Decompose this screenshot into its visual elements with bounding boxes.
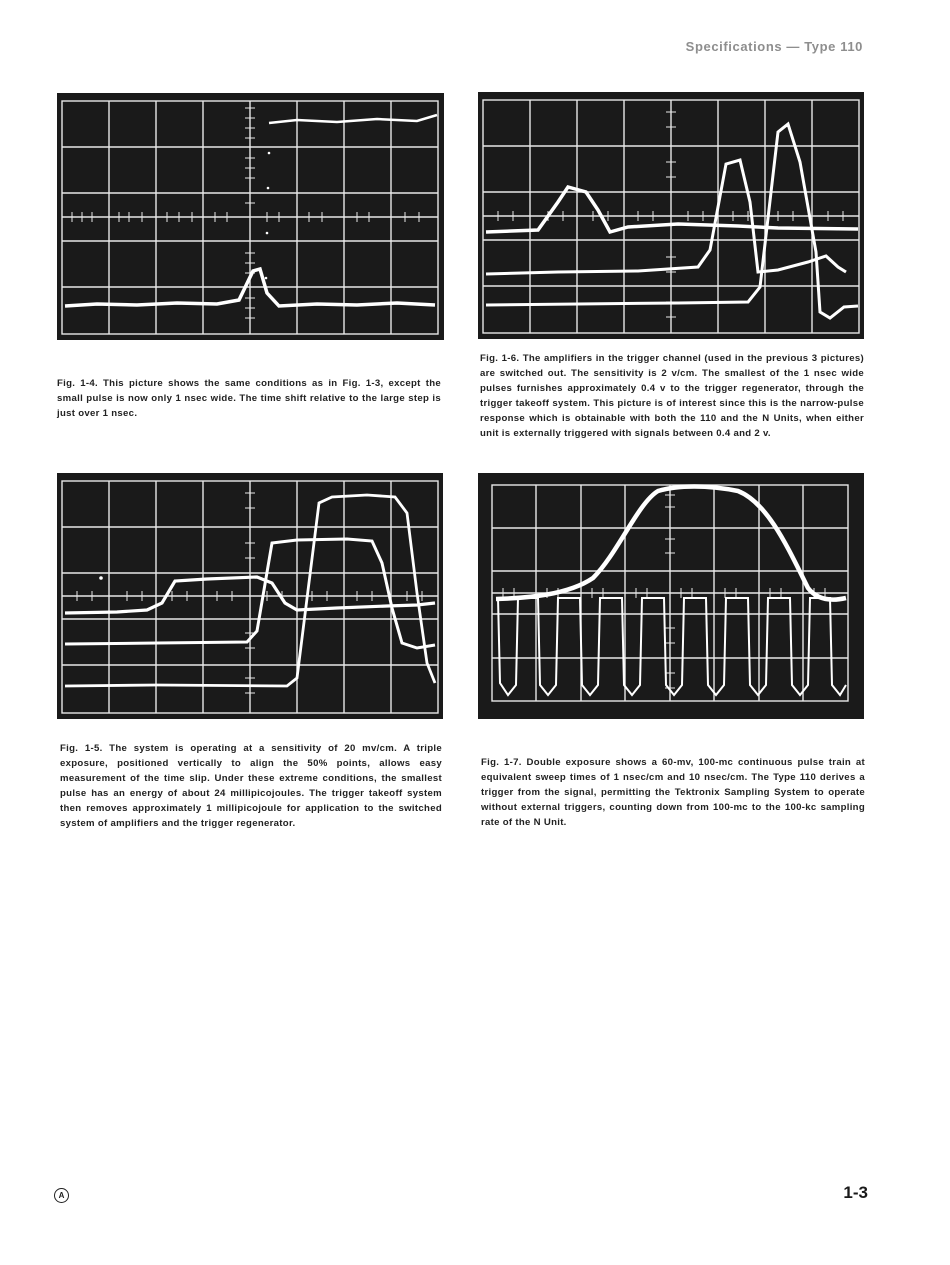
- page-number: 1-3: [843, 1183, 868, 1202]
- running-header: Specifications — Type 110: [685, 39, 863, 54]
- publisher-mark: A: [54, 1188, 69, 1203]
- figure-caption-fig-1-5: Fig. 1-5. The system is operating at a sensitivity of 20 mv/cm. A triple exposure, positioned vertically to align the 50% points, allows easy measurement of the time slip. Under these extreme conditions, the smallest pulse has an energy of about 24 millipicojoules. The trigger takeoff system then removes approximately 1 millipicojoule for application to the switched system of amplifiers and the trigger regenerator.: [60, 743, 442, 829]
- oscilloscope-trace-fig-1-4: [57, 93, 444, 340]
- figure-caption-fig-1-6: Fig. 1-6. The amplifiers in the trigger channel (used in the previous 3 pictures) are switched out. The sensitivity is 2 v/cm. The smallest of the 1 nsec wide pulses furnishes approximately 0.4 v to the trigger regenerator, through the trigger takeoff system. This picture is of interest since this is the narrow-pulse response which is obtainable with both the 110 and the N Units, when either unit is externally triggered with signals between 0.4 and 2 v.: [480, 353, 864, 439]
- figure-caption-fig-1-4: Fig. 1-4. This picture shows the same conditions as in Fig. 1-3, except the small pulse is now only 1 nsec wide. The time shift relative to the large step is just over 1 nsec.: [57, 378, 441, 419]
- oscilloscope-trace-fig-1-5: [57, 473, 443, 719]
- oscilloscope-photo-fig-1-7: [478, 473, 864, 719]
- oscilloscope-trace-fig-1-6: [478, 92, 864, 339]
- graticule: [62, 101, 438, 334]
- oscilloscope-photo-fig-1-5: [57, 473, 443, 719]
- oscilloscope-trace-fig-1-7: [478, 473, 864, 719]
- oscilloscope-photo-fig-1-4: [57, 93, 444, 340]
- figure-caption-fig-1-7: Fig. 1-7. Double exposure shows a 60-mv, 100-mc continuous pulse train at equivalent sweep times of 1 nsec/cm and 10 nsec/cm. The Type 110 derives a trigger from the signal, permitting the Tektronix Sampling System to operate without external triggers, counting down from 100-mc to the 100-kc sampling rate of the N Unit.: [481, 757, 865, 828]
- oscilloscope-photo-fig-1-6: [478, 92, 864, 339]
